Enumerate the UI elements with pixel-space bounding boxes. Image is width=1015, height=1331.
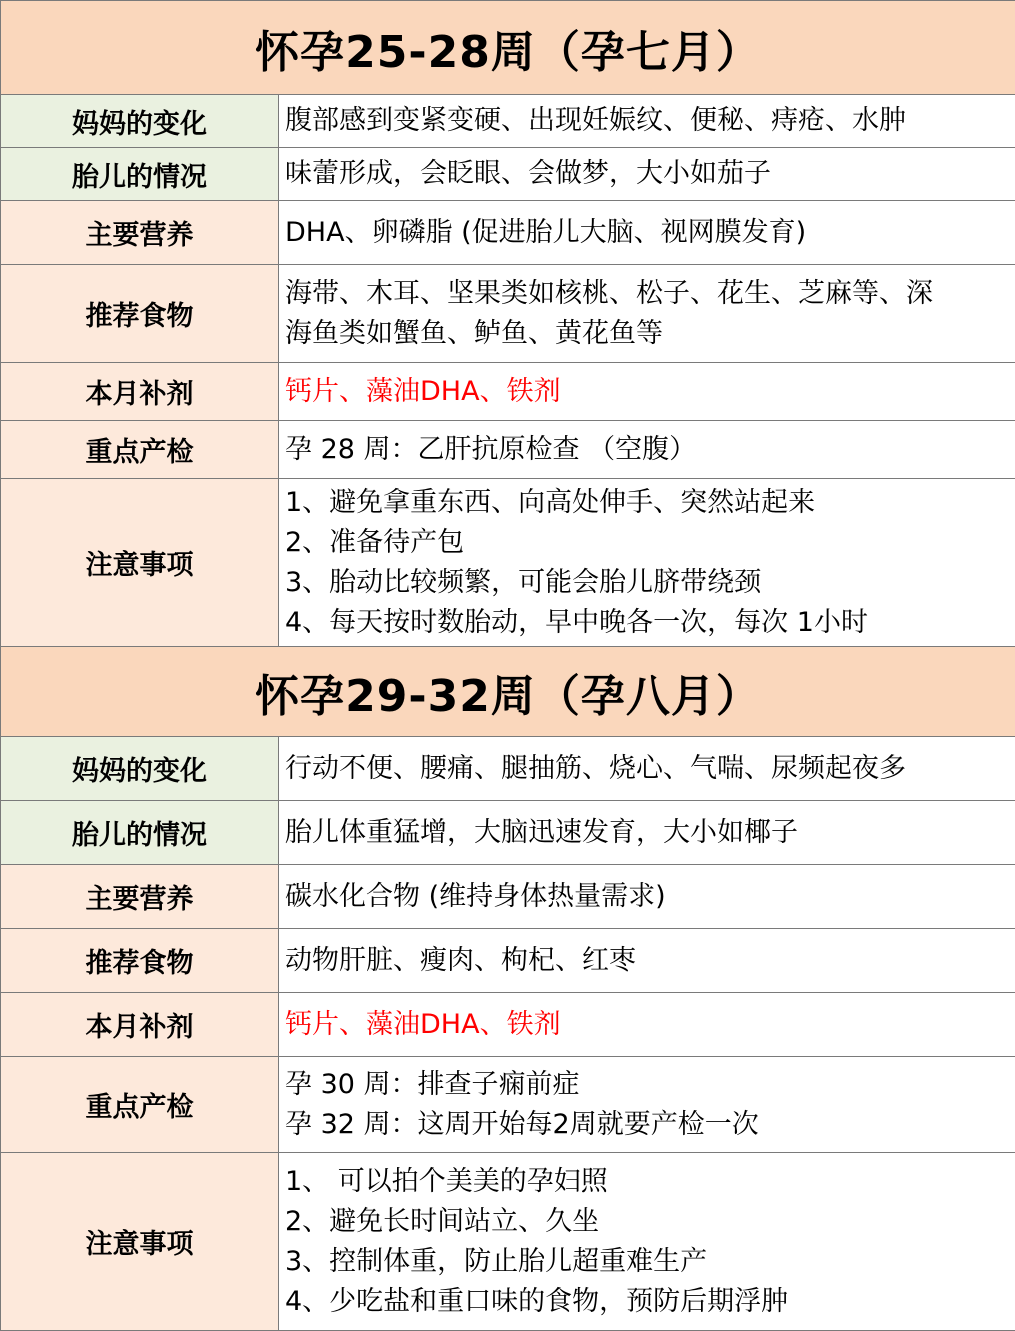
row-label-mother-changes: 妈妈的变化 [1,95,279,148]
row-value-precautions [279,479,1015,647]
list-item: 1、 可以拍个美美的孕妇照 [285,1165,608,1197]
list-item: 2、避免长时间站立、久坐 [285,1205,600,1237]
row-label-supplements: 本月补剂 [1,993,279,1057]
row-value-fetus-status: 胎儿体重猛增，大脑迅速发育，大小如椰子 [279,801,1015,865]
row-label-supplements: 本月补剂 [1,363,279,421]
row-label-recommended-food: 推荐食物 [1,929,279,993]
row-value-key-checkup: 孕 30 周：排查子痫前症 孕 32 周：这周开始每2周就要产检一次 [279,1057,1015,1153]
row-value-recommended-food: 海带、木耳、坚果类如核桃、松子、花生、芝麻等、深 海鱼类如蟹鱼、鲈鱼、黄花鱼等 [279,265,1015,363]
list-item: 4、每天按时数胎动，早中晚各一次，每次 1小时 [285,606,868,638]
row-label-precautions: 注意事项 [1,479,279,647]
row-value-main-nutrition: 碳水化合物 (维持身体热量需求) [279,865,1015,929]
row-value-precautions [279,1153,1015,1331]
row-value-key-checkup: 孕 28 周：乙肝抗原检查 （空腹） [279,421,1015,479]
row-label-mother-changes: 妈妈的变化 [1,737,279,801]
section-title-month8: 怀孕29-32周（孕八月） [1,647,1015,737]
row-value-supplements: 钙片、藻油DHA、铁剂 [279,363,1015,421]
row-value-mother-changes: 腹部感到变紧变硬、出现妊娠纹、便秘、痔疮、水肿 [279,95,1015,148]
row-label-recommended-food: 推荐食物 [1,265,279,363]
row-value-recommended-food: 动物肝脏、瘦肉、枸杞、红枣 [279,929,1015,993]
row-label-main-nutrition: 主要营养 [1,201,279,265]
list-item: 3、控制体重，防止胎儿超重难生产 [285,1245,708,1277]
row-label-main-nutrition: 主要营养 [1,865,279,929]
row-value-fetus-status: 味蕾形成，会眨眼、会做梦，大小如茄子 [279,148,1015,201]
list-item: 2、准备待产包 [285,526,465,558]
row-value-supplements: 钙片、藻油DHA、铁剂 [279,993,1015,1057]
row-label-precautions: 注意事项 [1,1153,279,1331]
row-label-fetus-status: 胎儿的情况 [1,801,279,865]
row-value-main-nutrition: DHA、卵磷脂 (促进胎儿大脑、视网膜发育) [279,201,1015,265]
row-label-key-checkup: 重点产检 [1,421,279,479]
row-label-fetus-status: 胎儿的情况 [1,148,279,201]
list-item: 1、避免拿重东西、向高处伸手、突然站起来 [285,486,816,518]
list-item: 3、胎动比较频繁，可能会胎儿脐带绕颈 [285,566,762,598]
row-label-key-checkup: 重点产检 [1,1057,279,1153]
row-value-mother-changes: 行动不便、腰痛、腿抽筋、烧心、气喘、尿频起夜多 [279,737,1015,801]
list-item: 4、少吃盐和重口味的食物，预防后期浮肿 [285,1285,789,1317]
section-title-month7: 怀孕25-28周（孕七月） [1,1,1015,95]
